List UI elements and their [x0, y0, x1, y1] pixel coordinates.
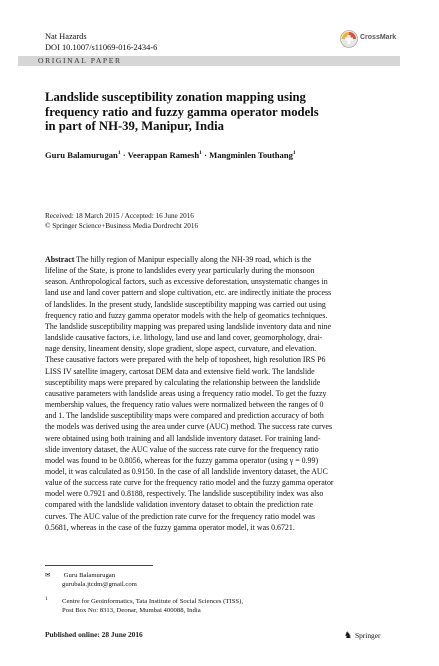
crossmark-badge[interactable]: [340, 30, 400, 52]
footnote-rule: [45, 565, 153, 566]
abstract-line: compared with the landslide validation inventory dataset to obtain the prediction rate: [45, 500, 313, 510]
abstract-line: curves. The AUC value of the prediction rate curve for the frequency ratio model was: [45, 511, 316, 521]
affiliation-line: Centre for Geoinformatics, Tata Institute of Social Sciences (TISS),: [62, 598, 244, 605]
springer-horse-icon: ♞: [344, 630, 353, 640]
correspondence: [45, 571, 137, 589]
title-line: frequency ratio and fuzzy gamma operator models: [45, 104, 319, 119]
abstract-line: membership values, the frequency ratio values were normalized between the ranges of 0: [45, 400, 324, 410]
affiliation-text: [62, 597, 362, 615]
correspondence-email[interactable]: gurubala.jtcdm@gmail.com: [62, 581, 137, 588]
abstract-line: frequency ratio and fuzzy gamma operator models with the help of geomatics techniques.: [45, 310, 328, 320]
paper-title: [45, 90, 385, 134]
article-type-label: ORIGINAL PAPER: [38, 56, 122, 65]
abstract-line: [45, 254, 399, 265]
abstract-line: of landslides. In the present study, landslide susceptibility mapping was carried out using: [45, 299, 326, 309]
abstract-line: These causative factors were prepared with the help of toposheet, high resolution IRS P6: [45, 355, 326, 365]
abstract-line: model was found to be 0.8056, whereas for the fuzzy gamma operator (using γ = 0.99): [45, 455, 319, 465]
author-name[interactable]: Guru Balamurugan: [45, 150, 118, 160]
affiliation-line: Post Box No: 8313, Deonar, Mumbai 400088, India: [62, 607, 201, 614]
author-name[interactable]: Veerappan Ramesh: [127, 150, 200, 160]
correspondence-name: Guru Balamurugan: [63, 572, 116, 579]
affiliation-number: 1: [45, 596, 48, 602]
author-separator: ·: [122, 150, 126, 160]
abstract-line: model, it was calculated as 0.9150. In the case of all landslide inventory dataset, the AUC: [45, 466, 328, 476]
abstract-line: value of the success rate curve for the frequency ratio model and the fuzzy gamma operator: [45, 478, 334, 488]
crossmark-icon: [340, 30, 358, 48]
journal-name: Nat Hazards: [45, 32, 87, 41]
published-online: Published online: 28 June 2016: [45, 630, 143, 639]
article-dates: [45, 212, 198, 231]
abstract-line: land use and land cover pattern and slope cultivation, etc. are indirectly initiate the process: [45, 288, 332, 298]
abstract-line: landslide causative factors, i.e. lithology, land use and land cover, geomorphology, drai-: [45, 333, 323, 343]
article-type-band: [18, 56, 400, 66]
abstract-heading: Abstract: [45, 255, 75, 264]
crossmark-label: CrossMark: [360, 34, 397, 41]
author-list: [45, 150, 296, 160]
journal-doi[interactable]: DOI 10.1007/s11069-016-2434-6: [45, 42, 158, 52]
abstract-line: and 1. The landslide susceptibility maps were compared and prediction accuracy of both: [45, 411, 324, 421]
abstract-line: the models was derived using the area under curve (AUC) method. The success rate curves: [45, 422, 333, 432]
title-line: in part of NH-39, Manipur, India: [45, 119, 224, 134]
publisher-name: Springer: [355, 631, 381, 640]
abstract: [45, 254, 399, 533]
publisher-logo: [344, 630, 400, 642]
abstract-line: LISS IV satellite imagery, cartosat DEM data and extensive field work. The landslide: [45, 366, 315, 376]
abstract-text: The hilly region of Manipur especially along the NH-39 road, which is the: [76, 255, 312, 264]
abstract-line: susceptibility maps were prepared by calculating the relationship between the landslide: [45, 377, 321, 387]
envelope-icon: ✉: [45, 572, 51, 579]
abstract-line: slide inventory dataset, the AUC value of the success rate curve for the frequency ratio: [45, 444, 319, 454]
abstract-line: The landslide susceptibility mapping was prepared using landslide inventory data and nine: [45, 321, 331, 331]
received-accepted: Received: 18 March 2015 / Accepted: 16 June 2016: [45, 212, 194, 220]
author-affiliation-ref: 1: [117, 150, 121, 157]
author-separator: ·: [204, 150, 207, 160]
abstract-line: season. Anthropological factors, such as excessive deforestation, unsystematic changes in: [45, 277, 328, 287]
author-affiliation-ref: 1: [292, 150, 296, 157]
correspondence-name-row: [45, 571, 137, 580]
abstract-line: nage density, lineament density, slope gradient, slope aspect, curvature, and elevation.: [45, 344, 317, 354]
abstract-line: 0.5681, whereas in the case of the fuzzy gamma operator model, it was 0.6721.: [45, 522, 295, 532]
abstract-line: lifeline of the State, is prone to landslides every year particularly during the monsoon: [45, 266, 315, 276]
title-line: Landslide susceptibility zonation mapping using: [45, 90, 306, 104]
author-name[interactable]: Mangminlen Touthang: [209, 150, 293, 160]
abstract-line: model were 0.7921 and 0.8188, respectively. The landslide susceptibility index was also: [45, 489, 324, 499]
author-affiliation-ref: 1: [199, 150, 202, 157]
abstract-line: were obtained using both training and all landslide inventory dataset. For training land-: [45, 433, 321, 443]
page-margin: [0, 0, 18, 666]
abstract-line: causative parameters with landslide areas using a frequency ratio model. To get the fuzzy: [45, 388, 327, 398]
journal-header: [45, 32, 157, 53]
copyright: © Springer Science+Business Media Dordrecht 2016: [45, 221, 199, 230]
